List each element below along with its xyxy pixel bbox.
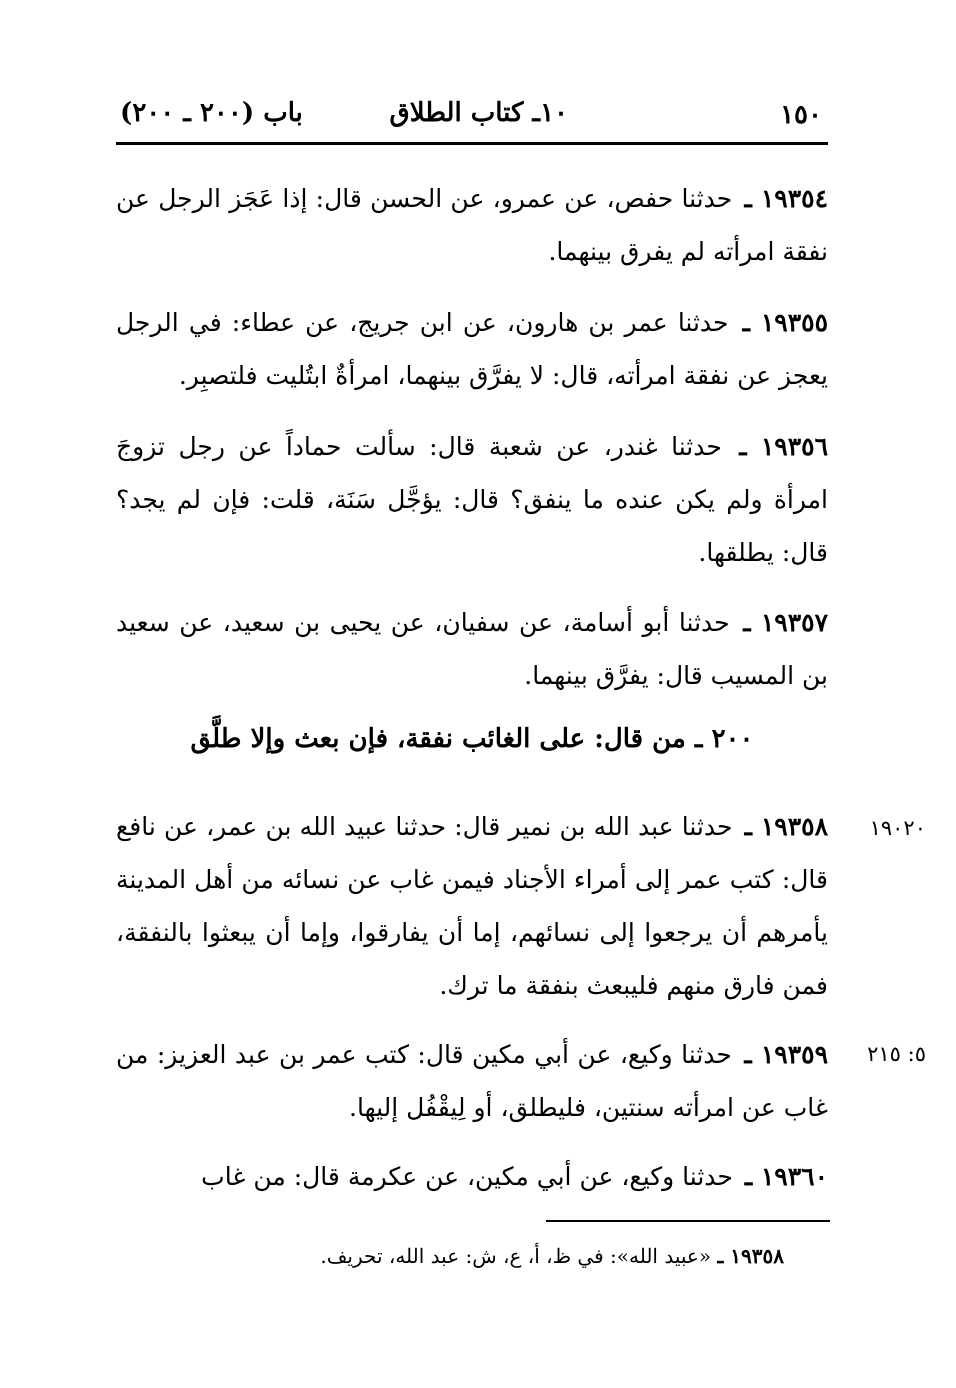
hadith-number: ١٩٣٦٠ ـ xyxy=(744,1162,828,1191)
hadith-entry xyxy=(116,296,828,402)
hadith-entry xyxy=(116,596,828,702)
footnote-text: «عبيد الله»: في ظ، أ، ع، ش: عبد الله، تحريف. xyxy=(320,1244,712,1268)
hadith-number: ١٩٣٥٧ ـ xyxy=(743,608,829,637)
hadith-entry xyxy=(116,172,828,278)
book-title: ١٠ـ كتاب الطلاق xyxy=(389,98,568,128)
hadith-text: حدثنا غندر، عن شعبة قال: سألت حماداً عن رجل تزوجَ امرأة ولم يكن عنده ما ينفق؟ قال: يؤجَّل سَنَة، قلت: فإن لم يجد؟ قال: يطلقها. xyxy=(116,432,828,567)
margin-reference: ٥: ٢١٥ xyxy=(867,1042,926,1066)
hadith-text: حدثنا وكيع، عن أبي مكين قال: كتب عمر بن عبد العزيز: من غاب عن امرأته سنتين، فليطلق، أو لِيقْفُل إليها. xyxy=(116,1040,828,1122)
margin-reference: ١٩٠٢٠ xyxy=(869,816,926,840)
hadith-entry xyxy=(116,1028,828,1134)
footnote xyxy=(116,1244,784,1268)
hadith-entry xyxy=(116,1150,828,1203)
hadith-text: حدثنا وكيع، عن أبي مكين، عن عكرمة قال: من غاب xyxy=(201,1162,733,1191)
hadith-entry xyxy=(116,800,828,1012)
footnote-number: ١٩٣٥٨ ـ xyxy=(717,1244,784,1268)
header-rule xyxy=(116,142,828,145)
hadith-text: حدثنا أبو أسامة، عن سفيان، عن يحيى بن سعيد، عن سعيد بن المسيب قال: يفرَّق بينهما. xyxy=(116,608,828,690)
footnote-rule xyxy=(546,1220,830,1222)
chapter-reference: باب (٢٠٠ ـ ٢٠٠) xyxy=(120,98,303,128)
hadith-number: ١٩٣٥٥ ـ xyxy=(742,308,829,337)
hadith-text: حدثنا حفص، عن عمرو، عن الحسن قال: إذا عَجَز الرجل عن نفقة امرأته لم يفرق بينهما. xyxy=(116,184,828,266)
hadith-number: ١٩٣٥٨ ـ xyxy=(744,812,829,841)
chapter-heading: ٢٠٠ ـ من قال: على الغائب نفقة، فإن بعث وإلا طلَّق xyxy=(190,724,754,754)
hadith-number: ١٩٣٥٦ ـ xyxy=(739,432,828,461)
hadith-text: حدثنا عبد الله بن نمير قال: حدثنا عبيد الله بن عمر، عن نافع قال: كتب عمر إلى أمراء الأجناد فيمن غاب عن نسائه من أهل المدينة يأمرهم أن يرجعوا إلى نسائهم، إما أن يفارقوا، وإما أن يبعثوا بالنفقة، فمن فارق منهم فليبعث بنفقة ما ترك. xyxy=(116,812,828,1000)
hadith-number: ١٩٣٥٤ ـ xyxy=(744,184,828,213)
page-number: ١٥٠ xyxy=(780,100,822,130)
hadith-entry xyxy=(116,420,828,579)
hadith-number: ١٩٣٥٩ ـ xyxy=(744,1040,828,1069)
page-header xyxy=(116,96,826,140)
hadith-text: حدثنا عمر بن هارون، عن ابن جريج، عن عطاء: في الرجل يعجز عن نفقة امرأته، قال: لا يفرَّق بينهما، امرأةٌ ابتُليت فلتصبِر. xyxy=(116,308,828,390)
